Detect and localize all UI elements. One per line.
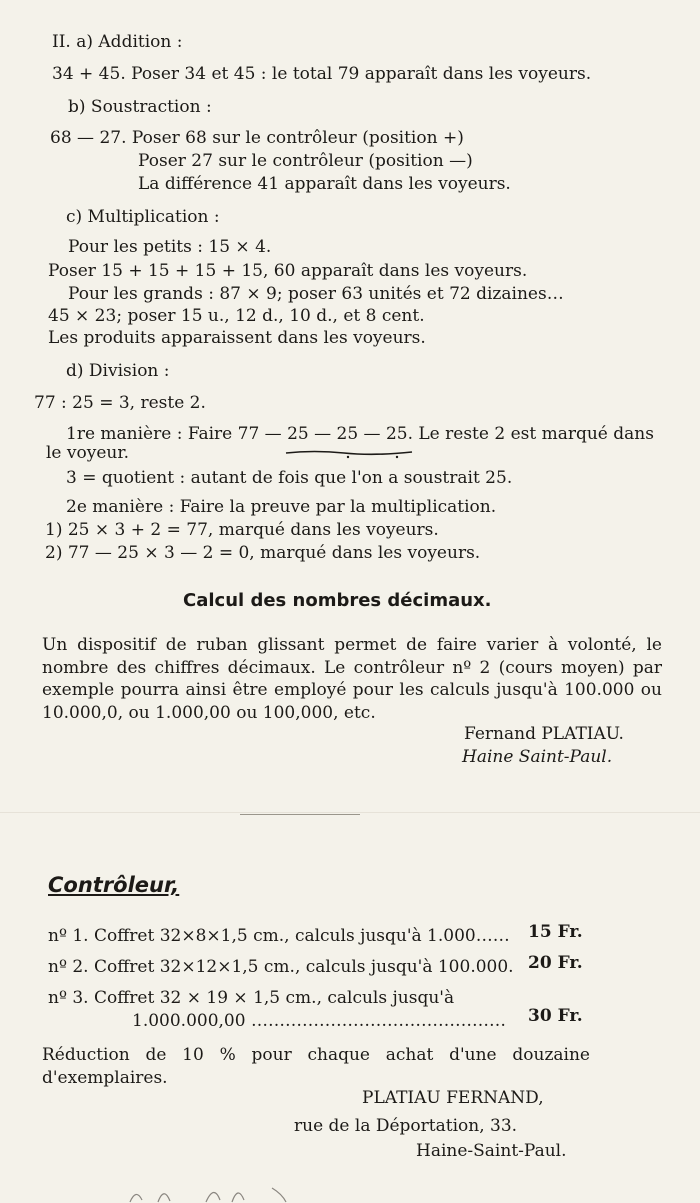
reduction-text: Réduction de 10 % pour chaque achat d'une douzaine d'exemplaires. — [42, 1045, 590, 1088]
pencil-scribble — [110, 1180, 310, 1203]
price-item-desc: nº 1. Coffret 32×8×1,5 cm., calculs jusqu'à 1.000…… — [48, 926, 510, 946]
multiplication-line: Poser 15 + 15 + 15 + 15, 60 apparaît dans les voyeurs. — [48, 261, 528, 281]
section-rule — [240, 814, 360, 815]
handwritten-underline-mark — [284, 449, 414, 459]
multiplication-line: Pour les grands : 87 × 9; poser 63 unités et 72 dizaines… — [68, 284, 564, 304]
division-heading: d) Division : — [66, 361, 170, 381]
page-break-line — [0, 812, 700, 813]
division-line: 3 = quotient : autant de fois que l'on a soustrait 25. — [66, 468, 513, 488]
addition-line: 34 + 45. Poser 34 et 45 : le total 79 apparaît dans les voyeurs. — [52, 64, 592, 84]
price-item-price: 20 Fr. — [528, 953, 583, 973]
soustraction-line: Poser 27 sur le contrôleur (position —) — [138, 151, 473, 171]
decimaux-paragraph: Un dispositif de ruban glissant permet de faire varier à volonté, le nombre des chiffres décimaux. Le contrôleur nº 2 (cours moyen) par exemple pourra ainsi être employé pour les calculs jusqu'à 100.000 ou 10.000,0, ou 1.000,00 ou 100,000, etc. — [42, 635, 662, 723]
multiplication-heading: c) Multiplication : — [66, 207, 220, 227]
address-line: rue de la Déportation, 33. — [294, 1116, 518, 1136]
address-line: PLATIAU FERNAND, — [362, 1088, 544, 1108]
author-place: Haine Saint-Paul. — [462, 747, 613, 767]
division-line: 1) 25 × 3 + 2 = 77, marqué dans les voyeurs. — [45, 520, 439, 540]
price-item-price: 15 Fr. — [528, 922, 583, 942]
division-line: 2e manière : Faire la preuve par la multiplication. — [66, 497, 497, 517]
price-item-desc: nº 2. Coffret 32×12×1,5 cm., calculs jusqu'à 100.000. — [48, 957, 514, 977]
division-line: le voyeur. — [46, 443, 130, 463]
price-item-desc-continued: 1.000.000,00 ……………………………………… — [132, 1011, 506, 1031]
division-line: 2) 77 — 25 × 3 — 2 = 0, marqué dans les voyeurs. — [45, 543, 481, 563]
multiplication-line: Les produits apparaissent dans les voyeurs. — [48, 328, 426, 348]
division-line: 1re manière : Faire 77 — 25 — 25 — 25. Le reste 2 est marqué dans — [66, 424, 654, 444]
address-line: Haine-Saint-Paul. — [416, 1141, 567, 1161]
soustraction-line: La différence 41 apparaît dans les voyeurs. — [138, 174, 511, 194]
soustraction-line: 68 — 27. Poser 68 sur le contrôleur (position +) — [50, 128, 464, 148]
multiplication-line: 45 × 23; poser 15 u., 12 d., 10 d., et 8 cent. — [48, 306, 425, 326]
multiplication-line: Pour les petits : 15 × 4. — [68, 237, 272, 257]
addition-heading: II. a) Addition : — [52, 32, 183, 52]
price-item-price: 30 Fr. — [528, 1006, 583, 1026]
soustraction-heading: b) Soustraction : — [68, 97, 212, 117]
decimaux-heading: Calcul des nombres décimaux. — [183, 590, 492, 611]
author-signature: Fernand PLATIAU. — [464, 724, 624, 744]
controleur-title: Contrôleur, — [48, 873, 180, 897]
division-line: 77 : 25 = 3, reste 2. — [34, 393, 206, 413]
price-item-desc: nº 3. Coffret 32 × 19 × 1,5 cm., calculs jusqu'à — [48, 988, 455, 1008]
